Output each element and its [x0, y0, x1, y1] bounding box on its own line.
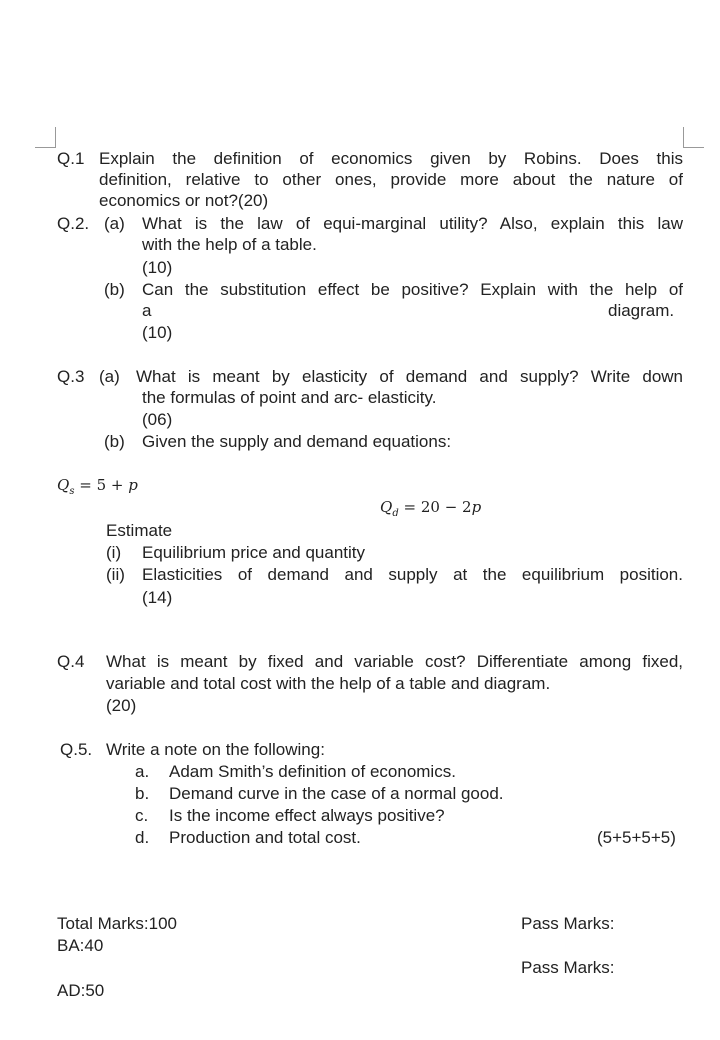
- demand-equation: $Q_d = 20 - 2p$: [380, 498, 482, 519]
- pass-marks: Pass Marks:: [521, 958, 615, 977]
- estimate-label: Estimate: [106, 521, 173, 540]
- question-text-line: variable and total cost with the help of a table and diagram.: [106, 674, 551, 693]
- question-text-line: definition, relative to other ones, provide more about the nature of: [99, 170, 683, 189]
- sub-item-text: Equilibrium price and quantity: [142, 543, 366, 562]
- question-text-line: the formulas of point and arc- elasticity.: [142, 388, 437, 407]
- marks: (10): [142, 258, 173, 277]
- question-text-line: What is the law of equi-marginal utility? Also, explain this law: [142, 214, 683, 233]
- list-item-label: b.: [135, 784, 150, 803]
- sub-item-label: (i): [106, 543, 122, 562]
- list-item-label: a.: [135, 762, 150, 781]
- question-text-line: What is meant by elasticity of demand and supply? Write down: [136, 367, 683, 386]
- margin-corner-left: [35, 127, 56, 148]
- ad-marks: AD:50: [57, 981, 105, 1000]
- list-item-label: c.: [135, 806, 149, 825]
- marks: (14): [142, 588, 173, 607]
- part-label: (a): [99, 367, 120, 386]
- question-text-line: Given the supply and demand equations:: [142, 432, 452, 451]
- sub-item-label: (ii): [106, 565, 125, 584]
- marks: (5+5+5+5): [597, 828, 676, 847]
- list-item-text: Production and total cost.: [169, 828, 361, 847]
- part-label: (b): [104, 280, 125, 299]
- part-label: (b): [104, 432, 125, 451]
- total-marks: Total Marks:100: [57, 914, 177, 933]
- marks: (10): [142, 323, 173, 342]
- marks: (06): [142, 410, 173, 429]
- ba-marks: BA:40: [57, 936, 104, 955]
- question-text-line: with the help of a table.: [142, 235, 317, 254]
- sub-item-text: Elasticities of demand and supply at the equilibrium position.: [142, 565, 683, 584]
- question-text-line: economics or not?(20): [99, 191, 269, 210]
- part-label: (a): [104, 214, 125, 233]
- question-number: Q.1: [57, 149, 85, 168]
- list-item-text: Adam Smith’s definition of economics.: [169, 762, 456, 781]
- question-number: Q.5.: [60, 740, 93, 759]
- margin-corner-right: [683, 127, 704, 148]
- question-text-line: a: [142, 301, 152, 320]
- question-number: Q.2.: [57, 214, 90, 233]
- list-item-text: Demand curve in the case of a normal good.: [169, 784, 504, 803]
- question-number: Q.4: [57, 652, 85, 671]
- supply-equation: $Q_s = 5 + p$: [57, 476, 138, 497]
- question-text-line: Explain the definition of economics given by Robins. Does this: [99, 149, 683, 168]
- list-item-text: Is the income effect always positive?: [169, 806, 445, 825]
- pass-marks: Pass Marks:: [521, 914, 615, 933]
- question-number: Q.3: [57, 367, 85, 386]
- list-item-label: d.: [135, 828, 150, 847]
- question-text-line: Can the substitution effect be positive? Explain with the help of: [142, 280, 683, 299]
- marks: (20): [106, 696, 137, 715]
- question-text-line: Write a note on the following:: [106, 740, 325, 759]
- question-text-line: What is meant by fixed and variable cost? Differentiate among fixed,: [106, 652, 683, 671]
- question-text-line: diagram.: [608, 301, 675, 320]
